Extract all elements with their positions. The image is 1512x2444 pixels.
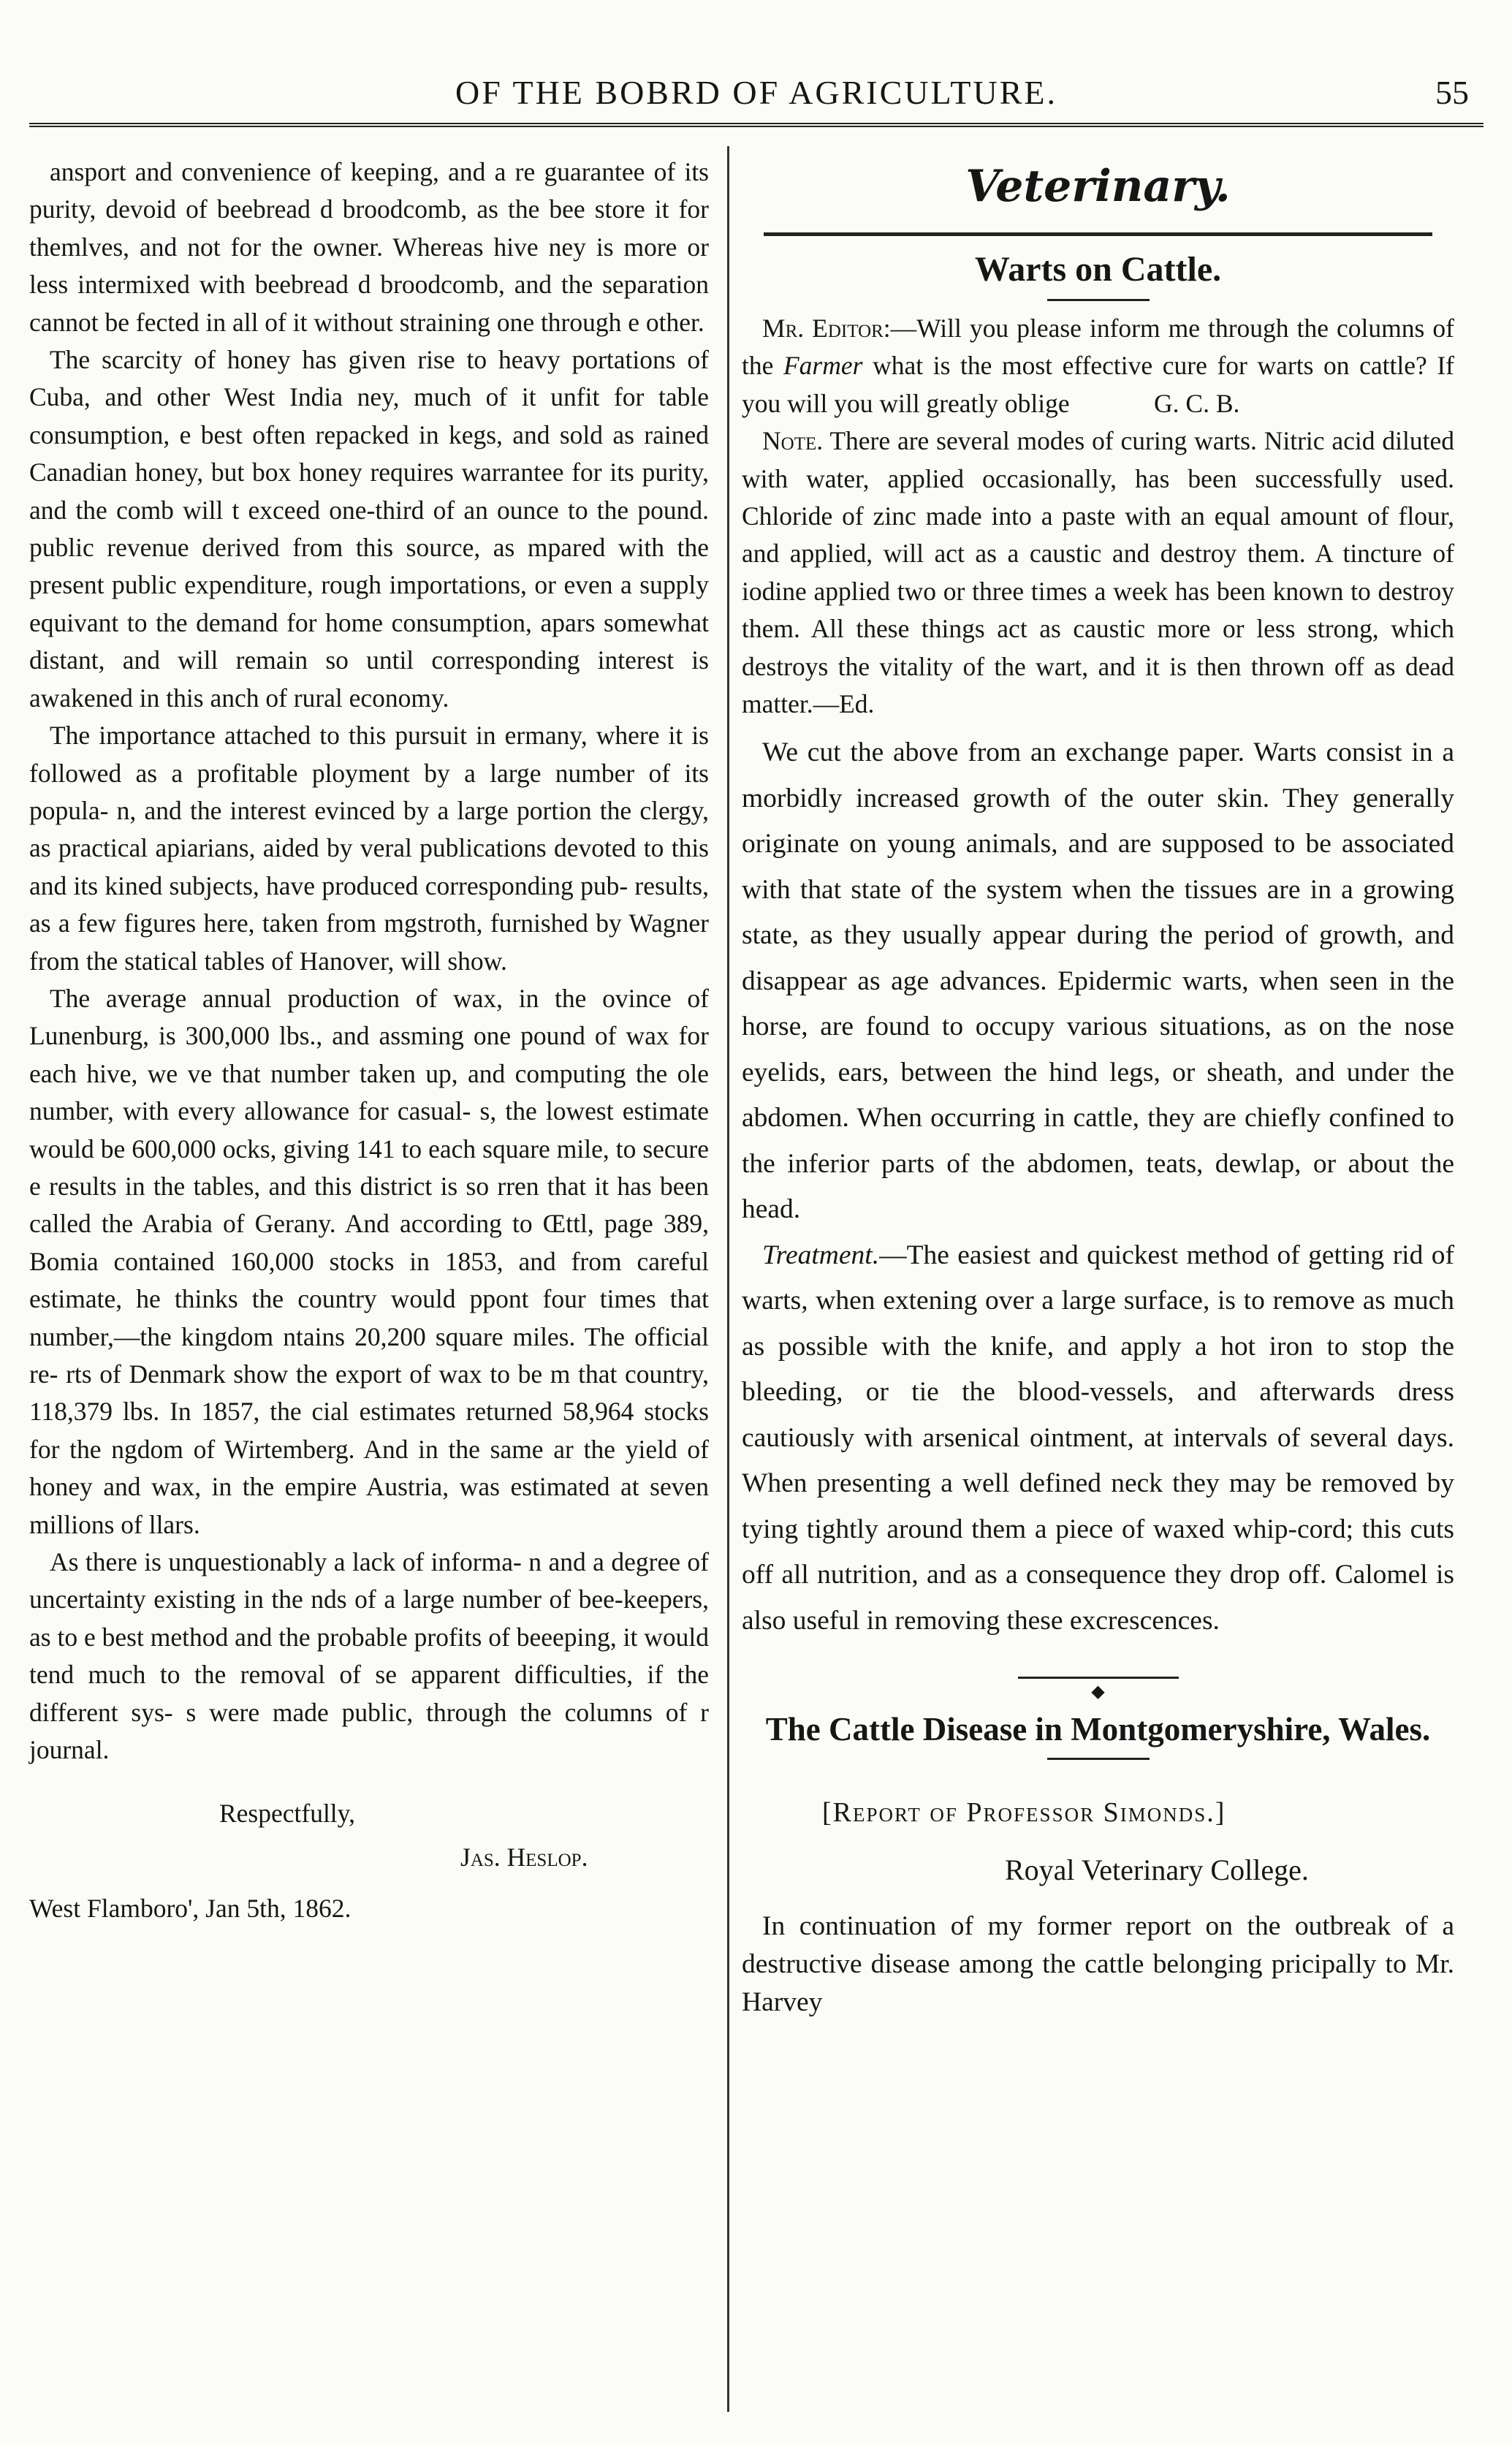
left-paragraph-5: As there is unquestionably a lack of informa- n and a degree of uncertainty existing in the nds of a large number of bee-keepers, as to e best method and the probable profits of beeeping, it would tend much to the removal of se apparent difficulties, if the different sys- s were made public, through the columns of r journal. — [29, 1547, 709, 1765]
ornament-diamond: ◆ — [1087, 1682, 1109, 1701]
left-paragraph-2: The scarcity of honey has given rise to heavy portations of Cuba, and other West India ney, much of it unfit for table consumption, e best often repacked in kegs, and sold as rained Canadian honey, but box honey requires warrantee for its purity, and the comb will t exceed one-third of an ounce to the pound. public revenue derived from this source, as mpared with the present public expenditure, rough importations, or even a supply equivant to the demand for home consumption, apars somewhat distant, and will remain so until corresponding interest is awakened in this anch of rural economy. — [29, 345, 709, 713]
report-byline: [Report of Professor Simonds.] — [822, 1797, 1226, 1829]
title-rule — [1047, 299, 1150, 301]
treatment-label: Treatment. — [762, 1240, 880, 1270]
section-title: Veterinary. — [965, 161, 1231, 212]
page-header — [29, 67, 1483, 118]
letter-publication-name: Farmer — [783, 351, 863, 381]
signature-place-date: West Flamboro', Jan 5th, 1862. — [29, 1894, 352, 1924]
letter-to-editor — [742, 310, 1454, 422]
article-title-cattle-disease: The Cattle Disease in Montgomeryshire, Wales. — [765, 1711, 1431, 1748]
right-column — [742, 153, 1454, 2022]
report-opening: In continuation of my former report on the outbreak of a destructive disease among the cattle belonging pricipally to Mr. Harvey — [742, 1911, 1454, 2018]
letter-body: :—Will you please inform me through the columns of the — [742, 314, 1454, 381]
treatment-body: —The easiest and quickest method of getting rid of warts, when extening over a large surface, is to remove as much as possible with the knife, and apply a hot iron to stop the bleeding, or tie the blood-vessels, and afterwards dress cautiously with arsenical ointment, at intervals of several days. When presenting a well defined neck they may be removed by tying tightly around them a piece of waxed whip-cord; this cuts off all nutrition, and as a consequence they drop off. Calomel is also useful in removing these excrescences. — [742, 1240, 1454, 1636]
note-label: Note. — [762, 426, 824, 456]
section-rule — [764, 232, 1432, 236]
left-column — [29, 153, 709, 1928]
left-paragraph-3: The importance attached to this pursuit in ermany, where it is followed as a profitable ployment by a large number of its popula- n, and the interest evinced by a large portion the clergy, as practical apiarians, aided by veral publications devoted to this and its kined subjects, have produced corresponding pub- results, as a few figures here, taken from mgstroth, furnished by Wagner from the statical tables of Hanover, will show. — [29, 721, 709, 976]
header-rule — [29, 123, 1483, 127]
left-paragraph-4: The average annual production of wax, in the ovince of Lunenburg, is 300,000 lbs., and assming one pound of wax for each hive, we ve that number taken up, and computing the ole number, with every allowance for casual- s, the lowest estimate would be 600,000 ocks, giving 141 to each square mile, to secure e results in the tables, and this district is so rren that it has been called the Arabia of Gerany. And according to Œttl, page 389, Bomia contained 160,000 stocks in 1853, and from careful estimate, he thinks the country would ppont four times that number,—the kingdom ntains 20,200 square miles. The official re- rts of Denmark show the export of wax to be m that country, 118,379 lbs. In 1857, the cial estimates returned 58,964 stocks for the ngdom of Wirtemberg. And in the same ar the yield of honey and wax, in the empire Austria, was estimated at seven millions of llars. — [29, 983, 709, 1539]
letter-tail: what is the most effective cure for warts on cattle? If you will you will greatly oblige — [742, 351, 1455, 418]
signature-closing: Respectfully, — [219, 1799, 355, 1829]
college-dateline: Royal Veterinary College. — [1005, 1853, 1309, 1887]
running-title: OF THE BOBRD OF AGRICULTURE. — [455, 74, 1057, 111]
signature-name: Jas. Heslop. — [460, 1843, 588, 1872]
note-body: There are several modes of curing warts. Nitric acid diluted with water, applied occasionally, has been successfully used. Chloride of zinc made into a paste with an equal amount of flour, and applied, will act as a caustic and destroy them. A tincture of iodine applied two or three times a week has been known to destroy them. All these things act as caustic more or less strong, which destroys the vitality of the wart, and it is then thrown off as dead matter.—Ed. — [742, 426, 1454, 719]
letter-salutation: Mr. Editor — [762, 314, 884, 343]
editor-note — [742, 422, 1454, 723]
treatment-paragraph — [742, 1233, 1454, 1644]
letter-signature: G. C. B. — [1154, 388, 1240, 418]
left-paragraph-1: ansport and convenience of keeping, and a re guarantee of its purity, devoid of beebread d broodcomb, as the bee store it for themlves, and not for the owner. Whereas hive ney is more or less intermixed with beebread d broodcomb, and the separation cannot be fected in all of it without straining one through e other. — [29, 157, 709, 337]
page-number: 55 — [1435, 74, 1469, 111]
article-title-warts: Warts on Cattle. — [974, 250, 1222, 289]
title-rule-2 — [1047, 1758, 1150, 1760]
ornament-rule — [1018, 1670, 1179, 1702]
column-divider — [727, 146, 729, 2412]
warts-description: We cut the above from an exchange paper. Warts consist in a morbidly increased growth of the outer skin. They generally originate on young animals, and are supposed to be associated with that state of the system when the tissues are in a growing state, as they usually appear during the period of growth, and disappear as age advances. Epidermic warts, when seen in the horse, are found to occupy various situations, as on the nose eyelids, ears, between the hind legs, or sheath, and under the abdomen. When occurring in cattle, they are chiefly confined to the inferior parts of the abdomen, teats, dewlap, or about the head. — [742, 737, 1454, 1225]
